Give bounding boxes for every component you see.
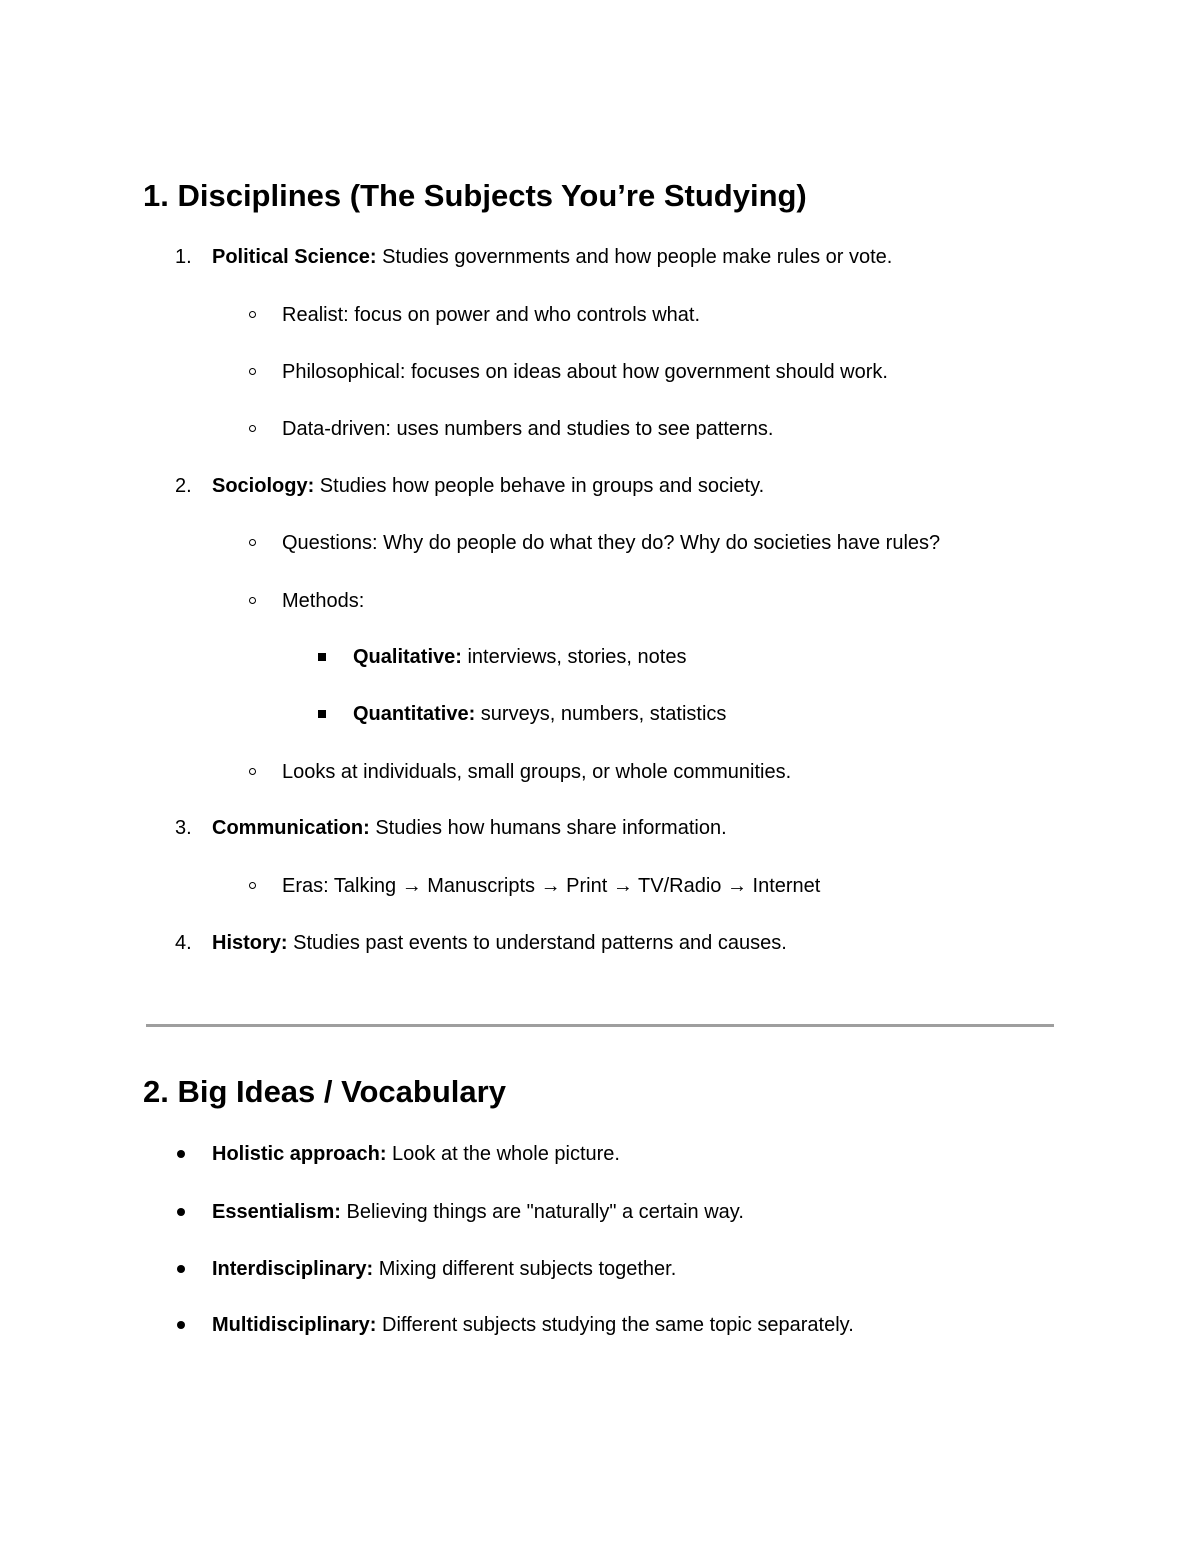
definition-holistic-approach: Look at the whole picture. [386,1143,620,1165]
hollow-circle-bullet-icon [249,368,256,375]
sub-item-eras: Eras: Talking → Manuscripts → Print → TV/Radio → Internet [282,875,821,897]
vocab-essentialism [212,1200,744,1224]
definition-quantitative: surveys, numbers, statistics [475,703,727,725]
vocab-interdisciplinary [212,1257,676,1281]
list-item-communication [212,816,727,840]
list-number-2: 2. [175,475,192,497]
list-item-sociology [212,474,764,498]
filled-bullet-icon [177,1150,185,1158]
term-essentialism: Essentialism: [212,1201,341,1223]
sub-item-realist: Realist: focus on power and who controls what. [282,304,700,326]
term-communication: Communication: [212,817,370,839]
vocab-multidisciplinary [212,1313,854,1337]
hollow-circle-bullet-icon [249,539,256,546]
term-political-science: Political Science: [212,246,377,268]
list-number-3: 3. [175,817,192,839]
sub-item-philosophical: Philosophical: focuses on ideas about how government should work. [282,361,888,383]
list-item-political-science [212,245,892,269]
term-interdisciplinary: Interdisciplinary: [212,1258,374,1280]
method-qualitative [353,645,686,669]
horizontal-divider [146,1024,1054,1027]
definition-political-science: Studies governments and how people make rules or vote. [376,246,893,268]
term-history: History: [212,932,288,954]
filled-bullet-icon [177,1321,185,1329]
definition-communication: Studies how humans share information. [369,817,727,839]
hollow-circle-bullet-icon [249,311,256,318]
hollow-circle-bullet-icon [249,882,256,889]
definition-qualitative: interviews, stories, notes [461,646,687,668]
sub-item-methods: Methods: [282,590,365,612]
section-2-heading: 2. Big Ideas / Vocabulary [143,1074,506,1109]
term-multidisciplinary: Multidisciplinary: [212,1314,377,1336]
term-qualitative: Qualitative: [353,646,462,668]
list-number-1: 1. [175,246,192,268]
list-number-4: 4. [175,932,192,954]
definition-interdisciplinary: Mixing different subjects together. [373,1258,677,1280]
filled-bullet-icon [177,1208,185,1216]
definition-history: Studies past events to understand patterns and causes. [287,932,787,954]
term-sociology: Sociology: [212,475,315,497]
square-bullet-icon [318,710,326,718]
definition-essentialism: Believing things are "naturally" a certain way. [340,1201,744,1223]
hollow-circle-bullet-icon [249,768,256,775]
sub-item-data-driven: Data-driven: uses numbers and studies to see patterns. [282,418,774,440]
section-1-heading: 1. Disciplines (The Subjects You’re Studying) [143,178,807,213]
definition-sociology: Studies how people behave in groups and society. [314,475,765,497]
definition-multidisciplinary: Different subjects studying the same topic separately. [376,1314,854,1336]
list-item-history [212,931,787,955]
square-bullet-icon [318,653,326,661]
hollow-circle-bullet-icon [249,597,256,604]
filled-bullet-icon [177,1265,185,1273]
hollow-circle-bullet-icon [249,425,256,432]
method-quantitative [353,702,726,726]
sub-item-looks-at: Looks at individuals, small groups, or whole communities. [282,761,792,783]
term-quantitative: Quantitative: [353,703,476,725]
term-holistic-approach: Holistic approach: [212,1143,387,1165]
vocab-holistic-approach [212,1142,620,1166]
sub-item-questions: Questions: Why do people do what they do? Why do societies have rules? [282,532,941,554]
